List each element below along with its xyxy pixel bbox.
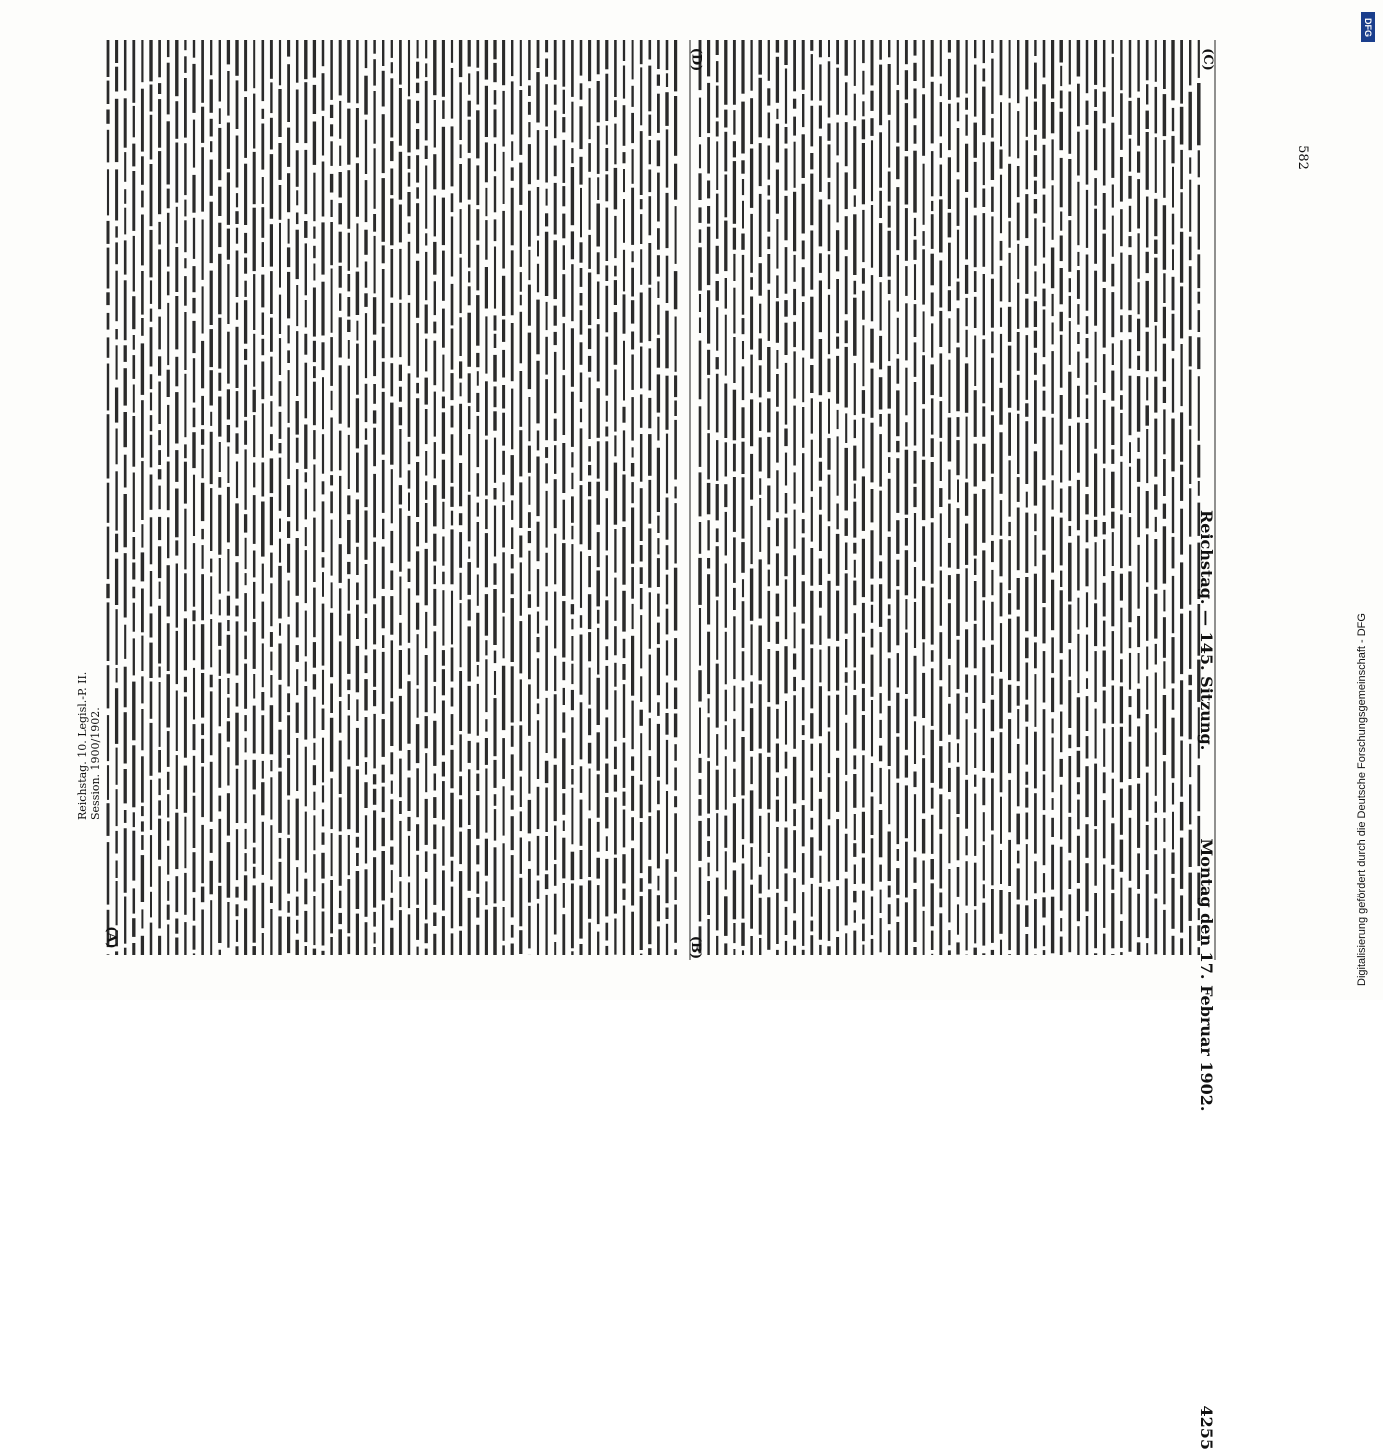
dfg-logo: DFG: [1361, 12, 1375, 42]
page-number: 4255: [1197, 1405, 1217, 1450]
session-label: Reichstag. — 145. Sitzung.: [1197, 510, 1217, 751]
page-header: [1192, 500, 1222, 1450]
page-footer: Reichstag. 10. Legisl.-P. II. Session. 1900/1902.: [76, 671, 102, 820]
column-marker-b: (B): [688, 935, 704, 960]
column-marker-d: (D): [688, 47, 704, 72]
column-marker-c: (C): [1199, 48, 1215, 71]
footer-page-number: 582: [1294, 145, 1310, 170]
column-marker-a: (A): [103, 926, 119, 949]
page-title: Montag den 17. Februar 1902.: [1197, 838, 1217, 1112]
digitization-credit: Digitalisierung gefördert durch die Deutsche Forschungsgemeinschaft - DFG: [1356, 613, 1368, 986]
